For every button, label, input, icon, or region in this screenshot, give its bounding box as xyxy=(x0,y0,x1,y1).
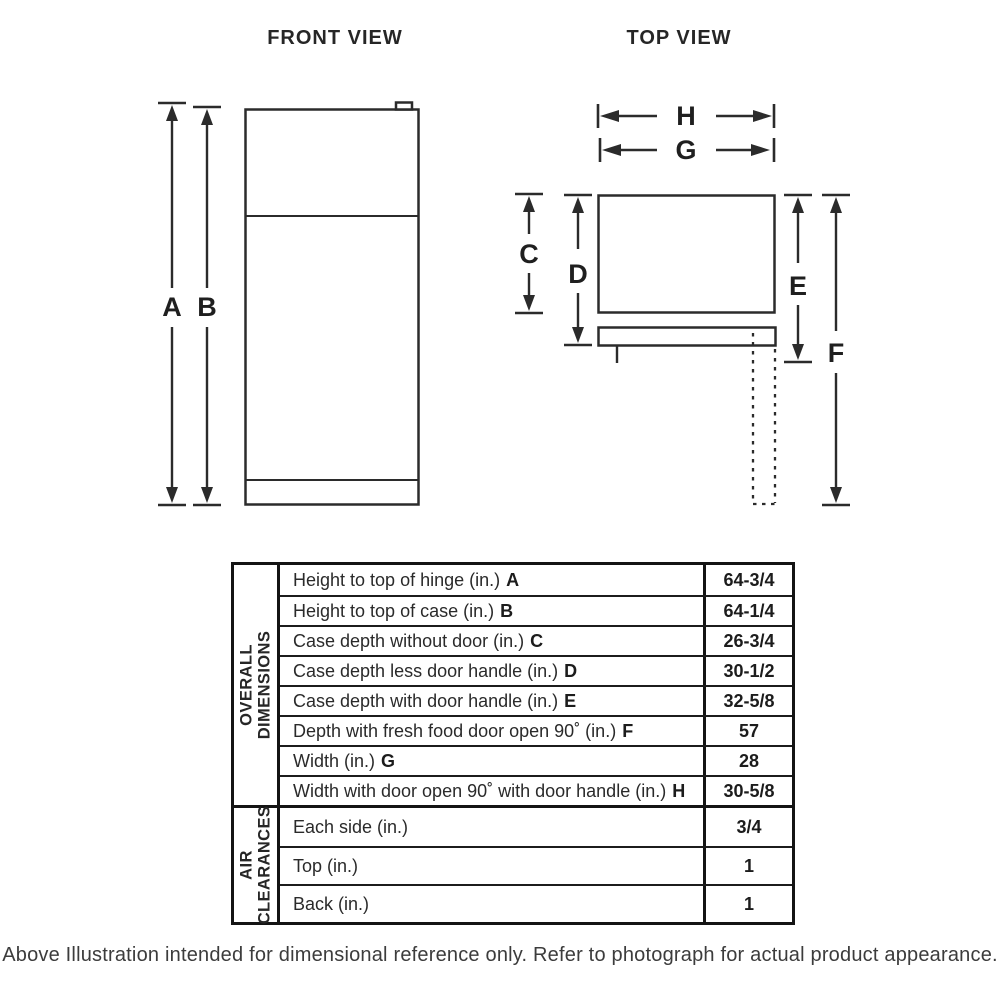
row-value: 3/4 xyxy=(703,808,792,846)
row-value: 57 xyxy=(703,717,792,745)
section-header-overall-dimensions xyxy=(234,565,280,805)
row-label-text: Height to top of case (in.) xyxy=(293,600,495,621)
front-view-drawing xyxy=(158,103,419,506)
row-label-text: Back (in.) xyxy=(293,893,370,914)
dim-line-D xyxy=(564,195,592,345)
table-row xyxy=(280,745,792,775)
section-header-air-clearances xyxy=(234,805,280,925)
dim-label-G: G xyxy=(675,135,697,165)
row-label-text: Case depth less door handle (in.) xyxy=(293,660,559,681)
dim-label-C: C xyxy=(519,239,539,269)
row-value: 30-1/2 xyxy=(703,657,792,685)
table-row xyxy=(280,884,792,922)
row-value: 32-5/8 xyxy=(703,687,792,715)
table-row xyxy=(280,846,792,884)
dim-line-C xyxy=(515,194,543,313)
table-row xyxy=(280,625,792,655)
row-label xyxy=(280,886,703,922)
section-header-line: CLEARANCES xyxy=(255,805,274,925)
section-header-line: AIR xyxy=(237,850,256,880)
top-view-title: TOP VIEW xyxy=(626,27,732,49)
row-label-text: Depth with fresh food door open 90˚ (in.) xyxy=(293,720,617,741)
row-label xyxy=(280,848,703,884)
row-value: 64-1/4 xyxy=(703,597,792,625)
table-row xyxy=(280,565,792,595)
row-value: 1 xyxy=(703,848,792,884)
dim-label-B: B xyxy=(197,292,217,322)
row-letter: F xyxy=(622,720,634,741)
row-label xyxy=(280,717,703,745)
row-label xyxy=(280,627,703,655)
dimensions-table xyxy=(231,562,795,925)
row-value: 26-3/4 xyxy=(703,627,792,655)
dim-line-B xyxy=(193,107,221,505)
dim-label-D: D xyxy=(568,259,588,289)
row-label xyxy=(280,687,703,715)
dim-line-H xyxy=(598,101,774,131)
table-row xyxy=(280,715,792,745)
door-top-outline xyxy=(599,328,776,346)
row-label xyxy=(280,747,703,775)
table-row xyxy=(280,808,792,846)
row-value: 64-3/4 xyxy=(703,565,792,595)
fridge-outline xyxy=(246,110,419,505)
row-label xyxy=(280,597,703,625)
row-letter: A xyxy=(506,569,520,590)
table-row xyxy=(280,655,792,685)
door-open-dashed-outline xyxy=(753,333,775,504)
section-header-line: OVERALL xyxy=(237,644,256,726)
hinge-cap xyxy=(396,103,412,110)
row-label-text: Height to top of hinge (in.) xyxy=(293,569,501,590)
row-label-text: Case depth with door handle (in.) xyxy=(293,690,559,711)
row-value: 28 xyxy=(703,747,792,775)
row-label-text: Width with door open 90˚ with door handle (in.) xyxy=(293,780,667,801)
dim-line-F xyxy=(822,195,850,505)
case-top-outline xyxy=(599,196,775,313)
row-label-text: Width (in.) xyxy=(293,750,376,771)
row-letter: B xyxy=(500,600,514,621)
dim-line-G xyxy=(600,135,774,165)
row-label xyxy=(280,657,703,685)
row-label xyxy=(280,777,703,805)
dim-line-A xyxy=(158,103,186,505)
row-letter: D xyxy=(564,660,578,681)
row-label xyxy=(280,565,703,595)
section-header-line: DIMENSIONS xyxy=(255,630,274,740)
row-letter: H xyxy=(672,780,686,801)
disclaimer-text: Above Illustration intended for dimensional reference only. Refer to photograph for actual product appearance. xyxy=(2,944,998,966)
table-row xyxy=(280,775,792,805)
dim-line-E xyxy=(784,195,812,362)
row-label-text: Case depth without door (in.) xyxy=(293,630,525,651)
row-label-text: Each side (in.) xyxy=(293,816,409,837)
table-section-overall-dimensions xyxy=(234,565,792,805)
row-letter: E xyxy=(564,690,577,711)
dim-label-A: A xyxy=(162,292,182,322)
dim-label-H: H xyxy=(676,101,696,131)
table-row xyxy=(280,595,792,625)
dim-label-F: F xyxy=(827,338,845,368)
row-letter: G xyxy=(381,750,396,771)
top-view-drawing xyxy=(515,101,850,505)
dim-label-E: E xyxy=(788,271,808,301)
front-view-title: FRONT VIEW xyxy=(267,27,403,49)
table-section-air-clearances xyxy=(234,805,792,925)
row-letter: C xyxy=(530,630,544,651)
row-label xyxy=(280,808,703,846)
table-row xyxy=(280,685,792,715)
row-value: 30-5/8 xyxy=(703,777,792,805)
row-label-text: Top (in.) xyxy=(293,855,359,876)
row-value: 1 xyxy=(703,886,792,922)
